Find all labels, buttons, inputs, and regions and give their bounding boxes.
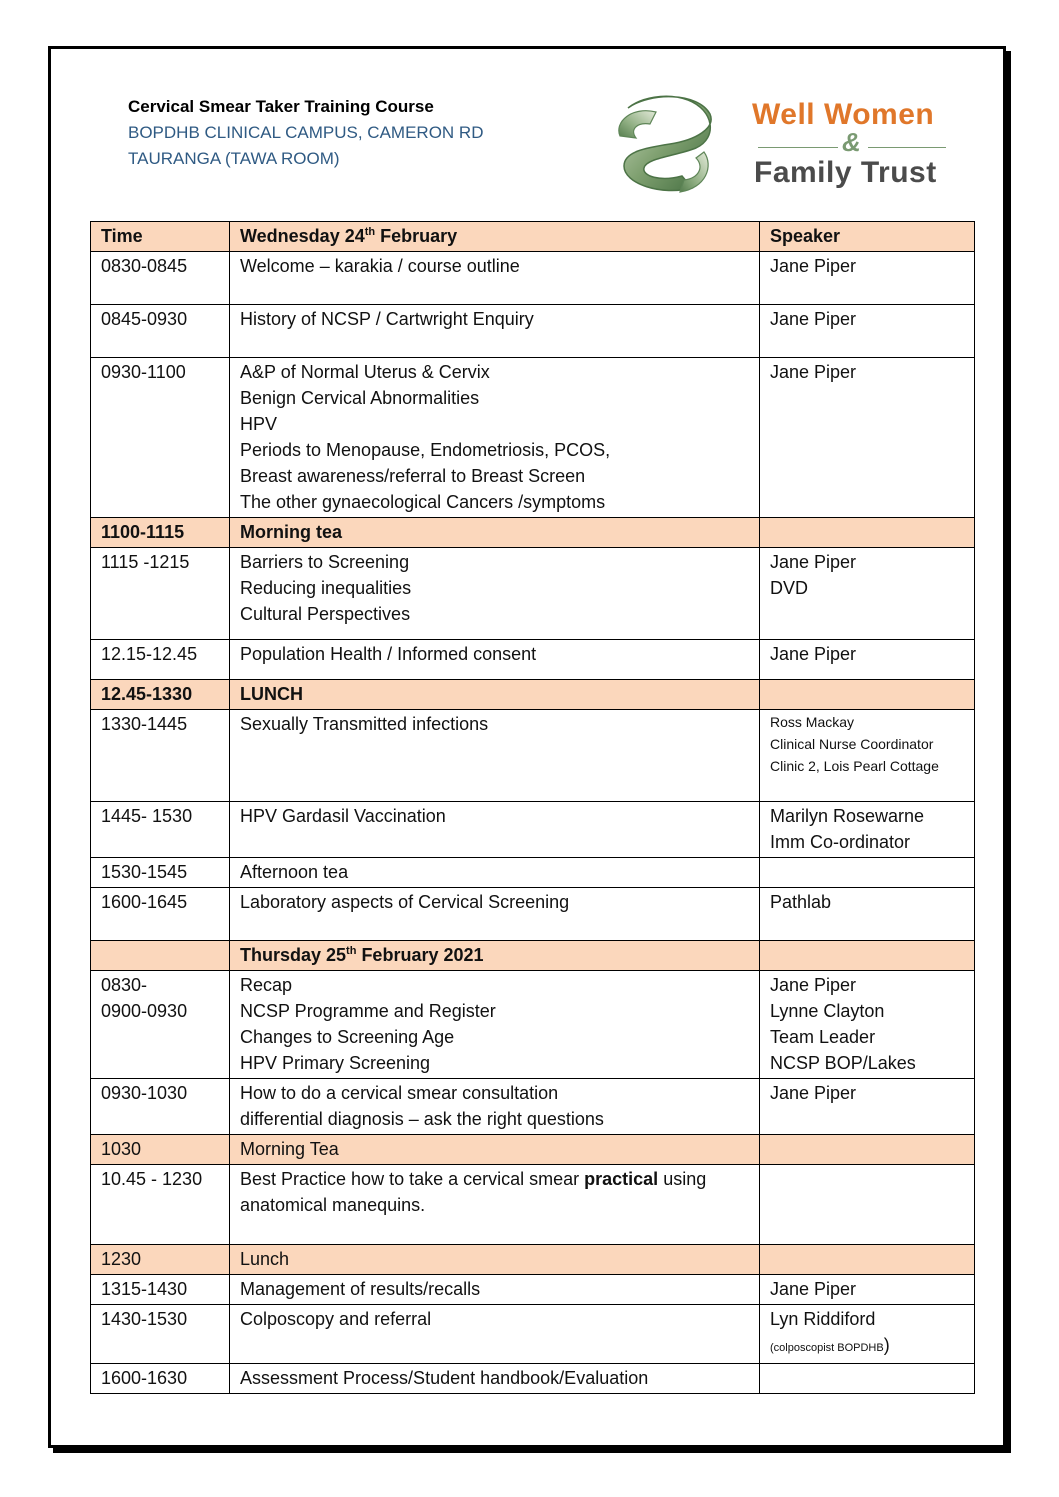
- day1-label: Wednesday 24: [240, 226, 365, 246]
- table-row: [91, 305, 975, 358]
- speaker-line: NCSP BOP/Lakes: [770, 1053, 916, 1073]
- table-row: [91, 1165, 975, 1245]
- topic-line: HPV: [240, 414, 278, 434]
- logo-divider-left: [758, 147, 838, 148]
- row-topic: Afternoon tea: [230, 858, 760, 888]
- row-speaker: [760, 518, 975, 548]
- row-speaker: [760, 971, 975, 1079]
- row-time: 1030: [91, 1135, 230, 1165]
- topic-line: Barriers to Screening: [240, 552, 410, 572]
- row-topic: Laboratory aspects of Cervical Screening: [230, 888, 760, 941]
- row-time: 0830-0845: [91, 252, 230, 305]
- row-time: 1230: [91, 1245, 230, 1275]
- table-row-break: [91, 1135, 975, 1165]
- row-time: 0930-1030: [91, 1079, 230, 1135]
- row-speaker: Jane Piper: [760, 358, 975, 518]
- row-topic: Morning tea: [230, 518, 760, 548]
- row-speaker: Jane Piper: [760, 640, 975, 680]
- topic-line: Breast awareness/referral to Breast Screen: [240, 466, 586, 486]
- speaker-line: Ross Mackay: [770, 714, 855, 730]
- row-speaker: Jane Piper: [760, 1275, 975, 1305]
- row-time: [91, 971, 230, 1079]
- topic-line: A&P of Normal Uterus & Cervix: [240, 362, 490, 382]
- speaker-line: Jane Piper: [770, 552, 857, 572]
- table-row: [91, 802, 975, 858]
- row-topic: HPV Gardasil Vaccination: [230, 802, 760, 858]
- row-time: 10.45 - 1230: [91, 1165, 230, 1245]
- day2-sup: th: [346, 945, 357, 957]
- topic-line: HPV Primary Screening: [240, 1053, 431, 1073]
- speaker-line: Imm Co-ordinator: [770, 832, 911, 852]
- row-speaker: Jane Piper: [760, 1079, 975, 1135]
- speaker-line: Jane Piper: [770, 975, 857, 995]
- topic-line: Reducing inequalities: [240, 578, 412, 598]
- topic-line: differential diagnosis – ask the right questions: [240, 1109, 604, 1129]
- row-time: 1100-1115: [91, 518, 230, 548]
- course-header: [128, 94, 483, 172]
- row-speaker: [760, 680, 975, 710]
- topic-text: Best Practice how to take a cervical smear: [240, 1169, 585, 1189]
- logo-text-family-trust: Family Trust: [754, 156, 937, 189]
- topic-bold-text: practical: [584, 1169, 659, 1189]
- row-topic: Lunch: [230, 1245, 760, 1275]
- row-speaker: Jane Piper: [760, 305, 975, 358]
- speaker-line: Clinic 2, Lois Pearl Cottage: [770, 758, 939, 774]
- topic-line: How to do a cervical smear consultation: [240, 1083, 559, 1103]
- topic-line: NCSP Programme and Register: [240, 1001, 496, 1021]
- speaker-line: Lyn Riddiford: [770, 1309, 876, 1329]
- topic-line: Changes to Screening Age: [240, 1027, 455, 1047]
- day1-month: February: [375, 226, 458, 246]
- table-row: [91, 971, 975, 1079]
- row-time: 0930-1100: [91, 358, 230, 518]
- row-speaker: [760, 1135, 975, 1165]
- time-line: 0900-0930: [101, 1001, 188, 1021]
- speaker-line: Marilyn Rosewarne: [770, 806, 925, 826]
- logo-divider-right: [868, 147, 946, 148]
- row-topic: Colposcopy and referral: [230, 1305, 760, 1364]
- location-line-2: TAURANGA (TAWA ROOM): [128, 149, 340, 168]
- row-speaker: [760, 858, 975, 888]
- day2-label: Thursday 25: [240, 945, 347, 965]
- row-speaker: [760, 1364, 975, 1394]
- location-line-1: BOPDHB CLINICAL CAMPUS, CAMERON RD: [128, 123, 484, 142]
- row-time: 1600-1630: [91, 1364, 230, 1394]
- row-speaker: Jane Piper: [760, 252, 975, 305]
- table-header-row: [91, 222, 975, 252]
- topic-line: Recap: [240, 975, 293, 995]
- row-topic: [230, 548, 760, 640]
- table-row-break: [91, 680, 975, 710]
- row-time: 1600-1645: [91, 888, 230, 941]
- speaker-note-close: ): [883, 1335, 890, 1355]
- day1-sup: th: [364, 226, 376, 238]
- table-row: [91, 858, 975, 888]
- row-speaker: [760, 1305, 975, 1364]
- speaker-line: Lynne Clayton: [770, 1001, 885, 1021]
- row-time: 0845-0930: [91, 305, 230, 358]
- table-row-break: [91, 518, 975, 548]
- row-speaker: [760, 802, 975, 858]
- table-day2-header-row: [91, 941, 975, 971]
- table-row-break: [91, 1245, 975, 1275]
- well-women-logo: [610, 92, 970, 202]
- day2-month: February 2021: [356, 945, 484, 965]
- row-topic: Population Health / Informed consent: [230, 640, 760, 680]
- speaker-line: Team Leader: [770, 1027, 876, 1047]
- table-row: [91, 1305, 975, 1364]
- row-speaker: [760, 1245, 975, 1275]
- row-time: 1445- 1530: [91, 802, 230, 858]
- row-topic: [230, 971, 760, 1079]
- row-topic: LUNCH: [230, 680, 760, 710]
- row-topic: Assessment Process/Student handbook/Evaluation: [230, 1364, 760, 1394]
- row-topic: Morning Tea: [230, 1135, 760, 1165]
- table-row: [91, 252, 975, 305]
- table-row: [91, 710, 975, 802]
- course-title: Cervical Smear Taker Training Course: [128, 97, 434, 116]
- table-row: [91, 1079, 975, 1135]
- topic-line: The other gynaecological Cancers /symptoms: [240, 492, 606, 512]
- header-speaker: Speaker: [760, 222, 975, 252]
- table-row: [91, 1275, 975, 1305]
- logo-ampersand: &: [842, 127, 861, 157]
- row-time: 1115 -1215: [91, 548, 230, 640]
- row-time: [91, 941, 230, 971]
- row-topic: Management of results/recalls: [230, 1275, 760, 1305]
- row-topic: [230, 358, 760, 518]
- row-topic: Welcome – karakia / course outline: [230, 252, 760, 305]
- row-time: 1430-1530: [91, 1305, 230, 1364]
- header-day1: [230, 222, 760, 252]
- topic-line: Periods to Menopause, Endometriosis, PCOS,: [240, 440, 611, 460]
- table-row: [91, 888, 975, 941]
- row-speaker: [760, 941, 975, 971]
- row-speaker: [760, 1165, 975, 1245]
- time-line: 0830-: [101, 975, 148, 995]
- row-topic: [230, 1165, 760, 1245]
- row-time: 12.15-12.45: [91, 640, 230, 680]
- topic-text-end: using: [658, 1169, 707, 1189]
- table-row: [91, 548, 975, 640]
- header-day2: [230, 941, 760, 971]
- row-topic: [230, 1079, 760, 1135]
- row-speaker: [760, 548, 975, 640]
- table-row: [91, 358, 975, 518]
- row-time: 1530-1545: [91, 858, 230, 888]
- topic-line: anatomical manequins.: [240, 1195, 426, 1215]
- row-speaker: [760, 710, 975, 802]
- topic-line: Benign Cervical Abnormalities: [240, 388, 480, 408]
- row-time: 12.45-1330: [91, 680, 230, 710]
- schedule-table: [90, 221, 975, 1394]
- table-row: [91, 640, 975, 680]
- row-time: 1315-1430: [91, 1275, 230, 1305]
- row-time: 1330-1445: [91, 710, 230, 802]
- table-row: [91, 1364, 975, 1394]
- row-topic: History of NCSP / Cartwright Enquiry: [230, 305, 760, 358]
- speaker-line: DVD: [770, 578, 809, 598]
- speaker-note: (colposcopist BOPDHB: [770, 1342, 884, 1354]
- speaker-line: Clinical Nurse Coordinator: [770, 736, 934, 752]
- row-speaker: Pathlab: [760, 888, 975, 941]
- logo-text-well-women: Well Women: [752, 98, 935, 131]
- ribbon-logo-icon: [610, 92, 720, 200]
- row-topic: Sexually Transmitted infections: [230, 710, 760, 802]
- topic-line: Cultural Perspectives: [240, 604, 411, 624]
- header-time: Time: [91, 222, 230, 252]
